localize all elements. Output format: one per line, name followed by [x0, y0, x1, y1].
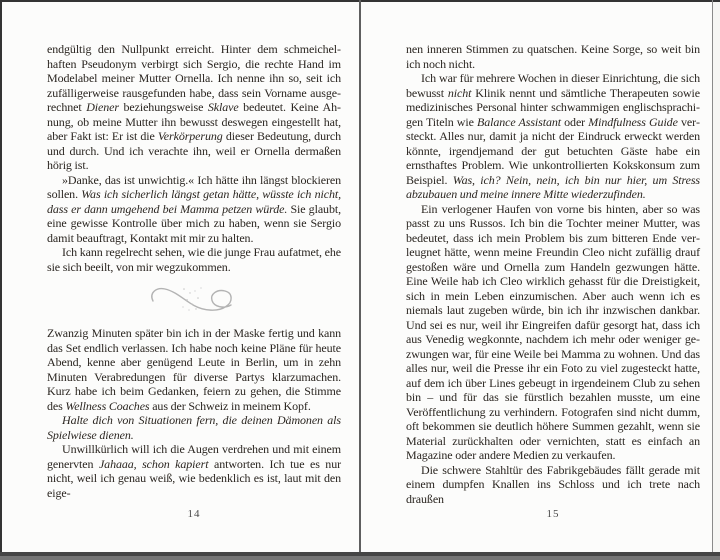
page-left [2, 2, 359, 552]
flourish-icon [146, 280, 242, 320]
page-number-left: 14 [187, 508, 201, 520]
page-number-right: 15 [546, 508, 560, 520]
page-right [361, 2, 712, 552]
paragraph: endgültig den Nullpunkt erreicht. Hinter dem schmeichelhaften Pseudonym verbirgt sich Sergio, die rechte Hand im Modelabel meiner Mutter Ornella. Ich nenne ihn so, seit ich zufälligerweise rausgefunden habe, dass sein Vorname ausgerechnet Diener beziehungsweise Sklave bedeutet. Keine Ahnung, ob meine Mutter ihn bewusst deswegen eingestellt hat, aber Fakt ist: Er ist die Verkörperung dieser Bedeutung, durch und durch. Und ich verachte ihn, weil er Ornella dermaßen hörig ist. [47, 42, 342, 172]
spread-border-right [712, 0, 713, 553]
paragraph: Unwillkürlich will ich die Augen verdrehen und mit einem genervten Jahaaa, schon kapiert antworten. Ich tue es nur nicht, weil ich genau weiß, wie bedenklich es ist, laut mit den eige- [47, 442, 341, 500]
page-left-text-column [47, 42, 341, 500]
paragraph: Zwanzig Minuten später bin ich in der Maske fertig und kann das Set endlich verlassen. Ich habe noch keine Pläne für heute Abend, kenne aber genügend Leute in Berlin, um in zehn Minuten Verabredungen für diverse Partys klarzumachen. Kurz habe ich beim Gedanken, feiern zu gehen, die Stimme des Wellness Coaches aus der Schweiz in meinem Kopf. [47, 326, 341, 413]
paragraph: nen inneren Stimmen zu quatschen. Keine Sorge, so weit bin ich noch nicht. [406, 42, 700, 71]
scene-break-ornament [47, 274, 341, 326]
paragraph: Ein verlogener Haufen von vorne bis hinten, aber so was passt zu uns Russos. Ich bin die Tochter meiner Mutter, was bedeutet, dass ich mein Problem bis zum bitteren Ende verleugnet hätte, wenn meine Freundin Cleo nicht zufällig drauf gestoßen wäre und Ornella zum Handeln gezwungen hätte. Eine Weile hab ich Cleo wirklich gehasst für die Dreistigkeit, sich in mein Leben einzumischen. Aber auch wenn ich es niemals laut zugeben würde, bin ich ihr inzwischen dankbar. Und sei es nur, weil ihr Eingreifen dafür gesorgt hat, dass ich aus Venedig wegkonnte, nachdem ich mehr oder weniger gezwungen war, für eine Weile bei Mamma zu wohnen. Und das alles nur, weil die Presse ihr ein Foto zu viel zugesteckt hatte, auf dem ich über Lines gebeugt in irgendeinem Club zu sehen bin – und für das sie fürstlich bezahlen musste, um eine Veröffentlichung zu verhindern. Fotografen sind nicht dumm, oft bekommen sie deutlich höhere Summen gezahlt, wenn sie Material zurückhalten oder vernichten, statt es einfach an Magazine oder andere Medien zu verkaufen. [406, 201, 700, 462]
paragraph: Ich war für mehrere Wochen in dieser Einrichtung, die sich bewusst nicht Klinik nennt und sämtliche Therapeuten sowie medizinisches Personal hinter schwammigen englischsprachigen Titeln wie Balance Assistant oder Mindfulness Guide versteckt. Alles nur, damit ja nicht der Eindruck erweckt werden könnte, irgendjemand der gut betuchten Gäste habe ein ernsthaftes Problem. Wie unkontrollierten Kokskonsum zum Beispiel. Was, ich? Nein, nein, ich bin nur hier, um Stress abzubauen und meine innere Mitte wiederzufinden. [406, 71, 701, 201]
paragraph: Ich kann regelrecht sehen, wie die junge Frau aufatmet, ehe sie sich beeilt, von mir wegzukommen. [47, 245, 341, 274]
page-right-text-column [406, 42, 700, 506]
page-gutter-line [359, 0, 361, 560]
paragraph: Halte dich von Situationen fern, die deinen Dämonen als Spielwiese dienen. [47, 413, 341, 442]
spread-bottom-shadow [0, 556, 720, 560]
paragraph: Die schwere Stahltür des Fabrikgebäudes fällt gerade mit einem dumpfen Knallen ins Schloss und ich trete nach draußen [406, 462, 700, 506]
paragraph: »Danke, das ist unwichtig.« Ich hätte ihn längst blockieren sollen. Was ich sicherlich längst getan hätte, wüsste ich nicht, dass er dann umgehend bei Mamma petzen würde. Sie glaubt, eine gewisse Kontrolle über mich zu haben, wenn sie Sergio damit beauftragt, Kontakt mit mir zu halten. [47, 172, 341, 245]
spread-border-left [0, 0, 2, 560]
